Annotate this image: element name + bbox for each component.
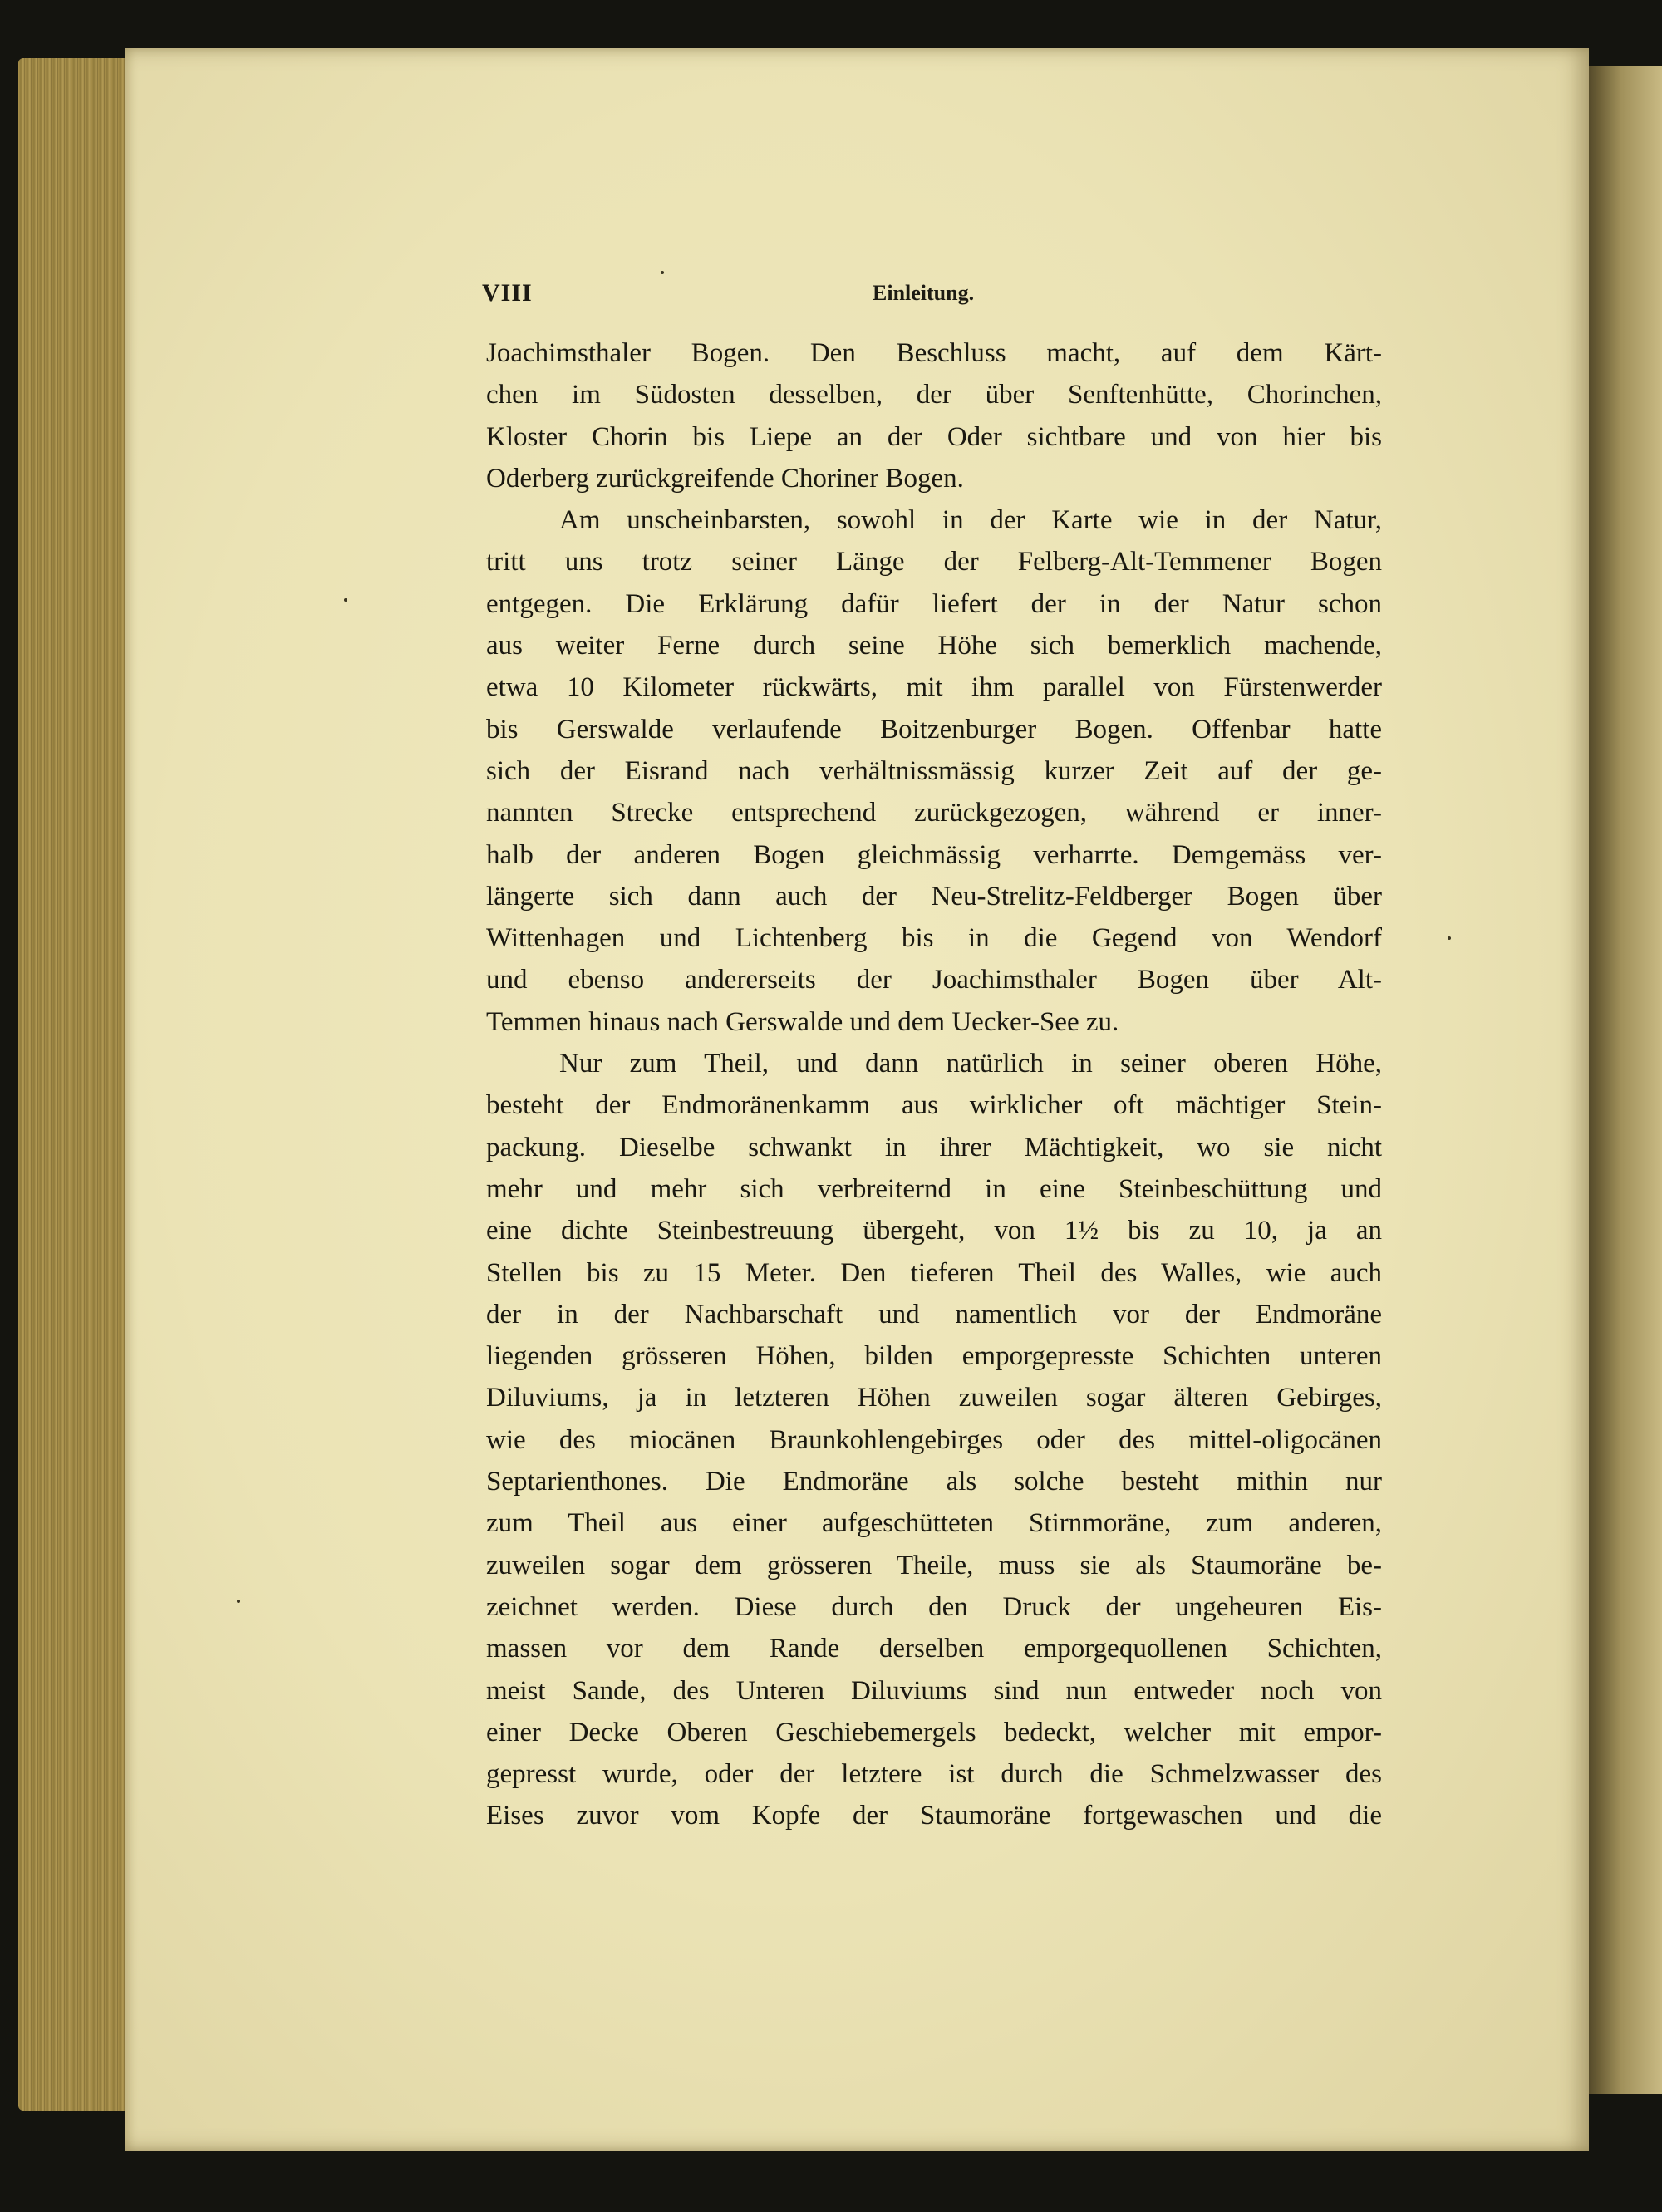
- text-line: halb der anderen Bogen gleichmässig verharrte. Demgemäss ver-: [486, 839, 1382, 870]
- text-line: wie des miocänen Braunkohlengebirges oder des mittel-oligocänen: [486, 1424, 1382, 1455]
- text-line: entgegen. Die Erklärung dafür liefert der in der Natur schon: [486, 588, 1382, 619]
- text-line: Oderberg zurückgreifende Choriner Bogen.: [486, 463, 964, 494]
- text-line: zuweilen sogar dem grösseren Theile, muss sie als Staumoräne be-: [486, 1550, 1382, 1580]
- speck: [344, 598, 347, 602]
- text-line: Wittenhagen und Lichtenberg bis in die Gegend von Wendorf: [486, 923, 1382, 954]
- text-line: Eises zuvor vom Kopfe der Staumoräne fortgewaschen und die: [486, 1801, 1382, 1831]
- text-line: gepresst wurde, oder der letztere ist durch die Schmelzwasser des: [486, 1759, 1382, 1790]
- text-line: packung. Dieselbe schwankt in ihrer Mächtigkeit, wo sie nicht: [486, 1132, 1382, 1163]
- text-line: zeichnet werden. Diese durch den Druck der ungeheuren Eis-: [486, 1591, 1382, 1622]
- text-line: tritt uns trotz seiner Länge der Felberg-Alt-Temmener Bogen: [486, 547, 1382, 578]
- text-line: etwa 10 Kilometer rückwärts, mit ihm parallel von Fürstenwerder: [486, 672, 1382, 703]
- paragraph-start-line: Nur zum Theil, und dann natürlich in seiner oberen Höhe,: [559, 1049, 1382, 1079]
- text-line: der in der Nachbarschaft und namentlich vor der Endmoräne: [486, 1299, 1382, 1330]
- page-number: VIII: [482, 279, 533, 307]
- text-line: chen im Südosten desselben, der über Senftenhütte, Chorinchen,: [486, 380, 1382, 410]
- text-line: sich der Eisrand nach verhältnissmässig kurzer Zeit auf der ge-: [486, 755, 1382, 786]
- running-title: Einleitung.: [873, 281, 975, 305]
- text-line: meist Sande, des Unteren Diluviums sind nun entweder noch von: [486, 1675, 1382, 1706]
- text-line: Stellen bis zu 15 Meter. Den tieferen Theil des Walles, wie auch: [486, 1257, 1382, 1288]
- text-line: Diluviums, ja in letzteren Höhen zuweilen sogar älteren Gebirges,: [486, 1383, 1382, 1413]
- text-line: Kloster Chorin bis Liepe an der Oder sichtbare und von hier bis: [486, 421, 1382, 452]
- text-line: eine dichte Steinbestreuung übergeht, von 1½ bis zu 10, ja an: [486, 1216, 1382, 1246]
- text-line: längerte sich dann auch der Neu-Strelitz-Feldberger Bogen über: [486, 881, 1382, 912]
- text-line: besteht der Endmoränenkamm aus wirklicher oft mächtiger Stein-: [486, 1090, 1382, 1121]
- speck: [661, 271, 664, 274]
- text-line: liegenden grösseren Höhen, bilden emporgepresste Schichten unteren: [486, 1341, 1382, 1372]
- text-line: nannten Strecke entsprechend zurückgezogen, während er inner-: [486, 798, 1382, 828]
- text-line: aus weiter Ferne durch seine Höhe sich bemerklich machende,: [486, 631, 1382, 661]
- text-line: Temmen hinaus nach Gerswalde und dem Uecker-See zu.: [486, 1006, 1119, 1037]
- body-text: [486, 332, 1382, 1837]
- text-line: einer Decke Oberen Geschiebemergels bedeckt, welcher mit empor-: [486, 1717, 1382, 1747]
- text-line: Joachimsthaler Bogen. Den Beschluss macht, auf dem Kärt-: [486, 338, 1382, 368]
- text-line: zum Theil aus einer aufgeschütteten Stirnmoräne, zum anderen,: [486, 1508, 1382, 1539]
- speck: [237, 1600, 240, 1603]
- text-line: massen vor dem Rande derselben emporgequollenen Schichten,: [486, 1634, 1382, 1664]
- speck: [1448, 936, 1451, 940]
- page-header: [482, 279, 1379, 321]
- text-line: mehr und mehr sich verbreiternd in eine Steinbeschüttung und: [486, 1173, 1382, 1204]
- paragraph-start-line: Am unscheinbarsten, sowohl in der Karte wie in der Natur,: [559, 505, 1382, 536]
- text-line: und ebenso andererseits der Joachimsthaler Bogen über Alt-: [486, 965, 1382, 995]
- text-line: bis Gerswalde verlaufende Boitzenburger Bogen. Offenbar hatte: [486, 714, 1382, 745]
- text-line: Septarienthones. Die Endmoräne als solche besteht mithin nur: [486, 1467, 1382, 1497]
